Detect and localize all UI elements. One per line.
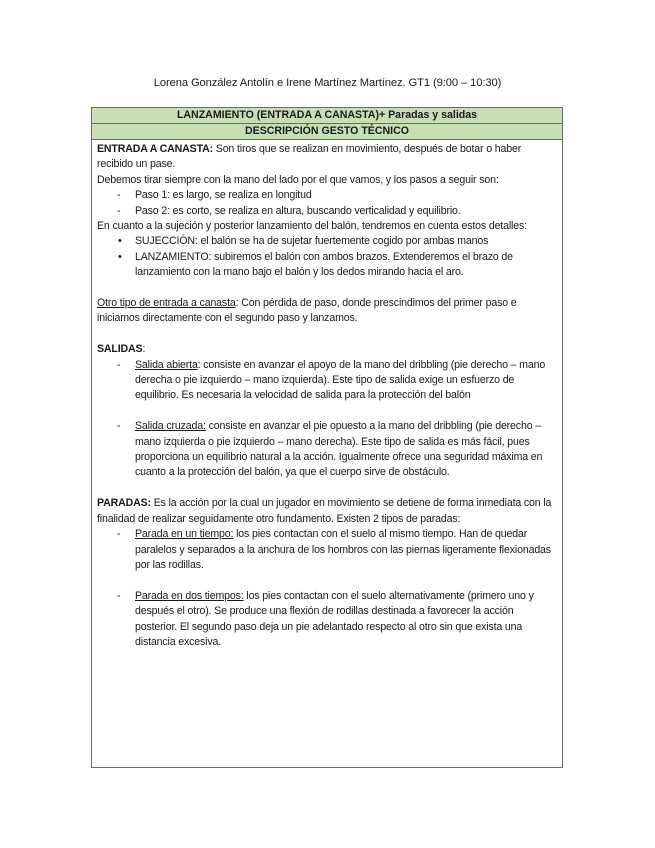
salida-cruzada-text: consiste en avanzar el pie opuesto a la mano del dribbling (pie derecho – mano izquierda o pie izquierdo – mano derecha). Este tipo de salida es más fácil, pues proporciona un equilibrio natural a la acción. Igualmente ofrece una seguridad máxima en cuanto a la protección del balón, ya que el cuerpo sirve de obstáculo. bbox=[135, 420, 543, 479]
dash-marker: - bbox=[117, 528, 121, 541]
description-table bbox=[91, 107, 563, 768]
list-item bbox=[97, 419, 556, 481]
parada-dos-tiempos-text: los pies contactan con el suelo alternativamente (primero uno y después el otro). Se produce una flexión de rodillas destinada a favorecer la acción posterior. El segundo paso deja un pie adelantado respecto al otro sin que exista una distancia excesiva. bbox=[135, 589, 534, 648]
list-item bbox=[97, 589, 556, 651]
bullet-lanzamiento: LANZAMIENTO: subiremos el balón con ambos brazos. Extenderemos el brazo de lanzamiento con la mano bajo el balón y los dedos mirando hacia el aro. bbox=[135, 250, 513, 279]
other-entry-paragraph bbox=[97, 296, 556, 327]
dash-marker: - bbox=[117, 189, 121, 202]
bullet-sujeccion: SUJECCIÓN: el balón se ha de sujetar fuertemente cogido por ambas manos bbox=[135, 235, 489, 248]
paradas-paragraph bbox=[97, 496, 556, 527]
entrada-paragraph bbox=[97, 142, 556, 173]
entrada-intro: Son tiros que se realizan en movimiento, después de botar o haber recibido un pase. bbox=[97, 143, 522, 171]
entrada-heading: ENTRADA A CANASTA: bbox=[97, 143, 213, 155]
other-entry-label: Otro tipo de entrada a canasta bbox=[97, 297, 236, 310]
step-1: Paso 1: es largo, se realiza en longitud bbox=[135, 189, 312, 202]
page-header: Lorena González Antolín e Irene Martínez Martínez. GT1 (9:00 – 10:30) bbox=[153, 77, 502, 89]
salida-cruzada-label: Salida cruzada: bbox=[135, 420, 206, 433]
parada-un-tiempo-label: Parada en un tiempo: bbox=[135, 528, 234, 541]
list-item bbox=[97, 188, 556, 203]
salida-abierta-label: Salida abierta bbox=[135, 358, 198, 371]
dash-marker: - bbox=[117, 420, 121, 433]
list-item bbox=[97, 250, 556, 281]
table-content bbox=[92, 140, 562, 650]
bullet-marker: • bbox=[118, 235, 122, 248]
dash-marker: - bbox=[117, 589, 121, 602]
list-item bbox=[97, 527, 556, 573]
list-item bbox=[97, 204, 556, 219]
list-item bbox=[97, 234, 556, 249]
table-title: LANZAMIENTO (ENTRADA A CANASTA)+ Paradas y salidas bbox=[92, 108, 562, 124]
parada-un-tiempo-text: los pies contactan con el suelo al mismo tiempo. Han de quedar paralelos y separados a la anchura de los hombros con las piernas ligeramente flexionadas por las rodillas. bbox=[135, 528, 551, 571]
table-subtitle: DESCRIPCIÓN GESTO TÉCNICO bbox=[92, 124, 562, 140]
list-item bbox=[97, 358, 556, 404]
salida-abierta-text: : consiste en avanzar el apoyo de la mano del dribbling (pie derecho – mano derecha o pie izquierdo – mano izquierda). Este tipo de salida exige un esfuerzo de equilibrio. Es necesaria la velocidad de salida para la protección del balón bbox=[135, 358, 546, 402]
dash-marker: - bbox=[117, 358, 121, 371]
parada-dos-tiempos-label: Parada en dos tiempos: bbox=[135, 589, 244, 602]
step-2: Paso 2: es corto, se realiza en altura, buscando verticalidad y equilibrio. bbox=[135, 204, 461, 217]
steps-intro: Debemos tirar siempre con la mano del lado por el que vamos, y los pasos a seguir son: bbox=[97, 173, 499, 186]
paradas-heading: PARADAS: bbox=[97, 497, 151, 510]
salidas-heading-suffix: : bbox=[142, 343, 146, 356]
salidas-heading: SALIDAS bbox=[97, 343, 143, 356]
details-intro: En cuanto a la sujeción y posterior lanzamiento del balón, tendremos en cuenta estos detalles: bbox=[97, 220, 527, 233]
bullet-marker: • bbox=[118, 250, 122, 263]
dash-marker: - bbox=[117, 204, 121, 217]
other-entry-text: : Con pérdida de paso, donde prescindimos del primer paso e iniciamos directamente con el segundo paso y lanzamos. bbox=[97, 297, 517, 325]
paradas-intro: Es la acción por la cual un jugador en movimiento se detiene de forma inmediata con la finalidad de realizar seguidamente otro fundamento. Existen 2 tipos de paradas: bbox=[97, 497, 552, 525]
salidas-heading-line bbox=[97, 342, 556, 357]
